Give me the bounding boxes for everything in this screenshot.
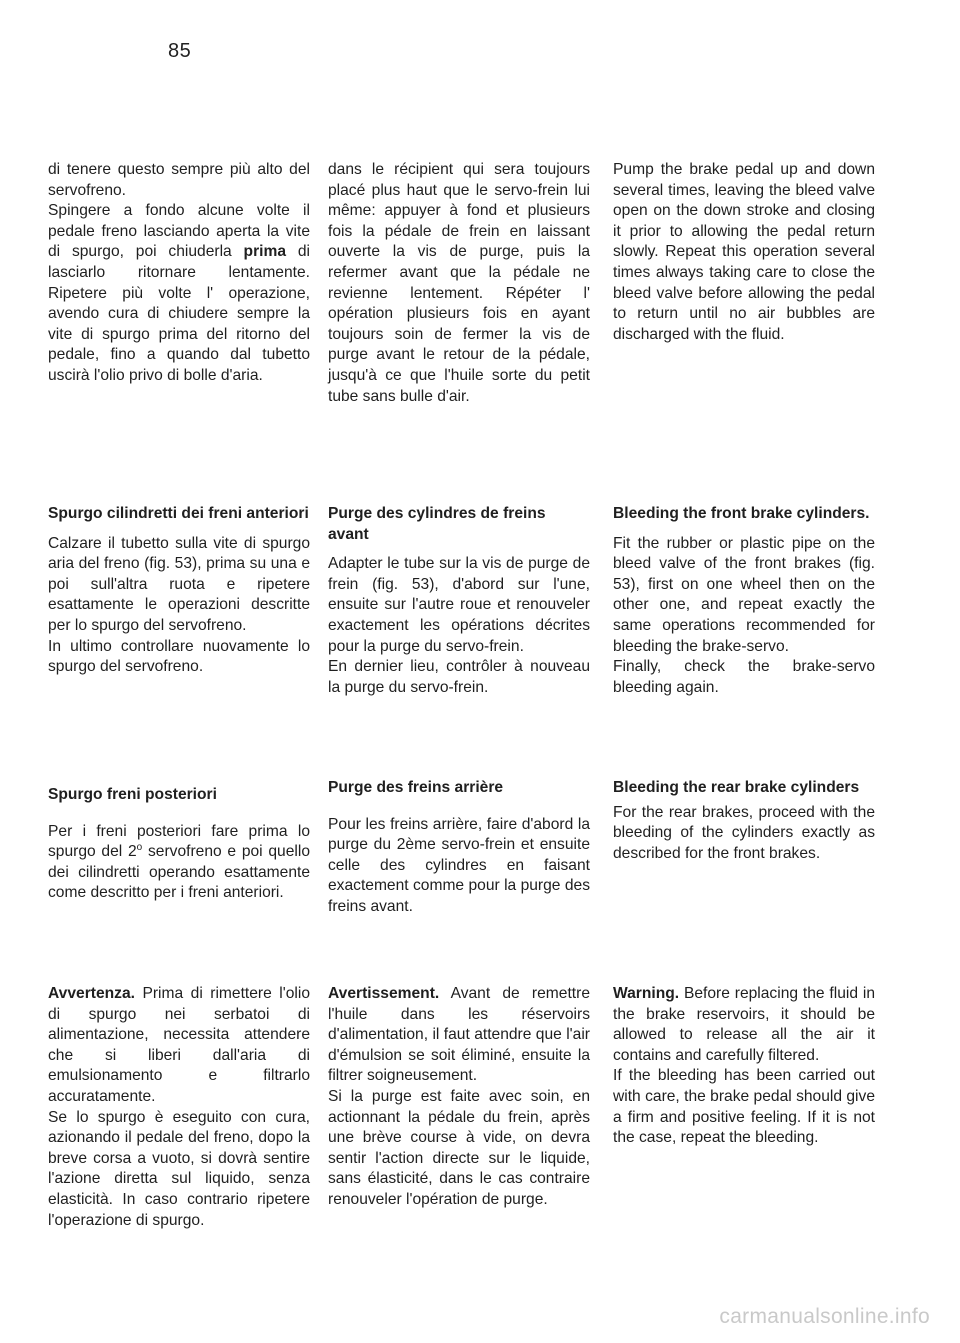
italian-intro-block [48,160,310,387]
french-rear-heading: Purge des freins arrière [328,779,504,796]
english-front-section [613,504,875,698]
english-rear-heading: Bleeding the rear brake cylinders [613,779,860,796]
italian-rear-heading: Spurgo freni posteriori [48,786,217,803]
italian-rear-text: Per i freni posteriori fare prima lo spurgo del 2$^o$ servofreno e poi quello dei cilindretti operando esattamente come descritto per i freni anteriori. [48,822,311,902]
italian-warning-section [48,984,310,1231]
french-warning-text: Avertissement. Avant de remettre l'huile dans les réservoirs d'alimentation, il faut attendre que l'air d'émulsion se soit éliminé, ensuite la filtrer soigneusement. [328,985,590,1085]
french-rear-text: Pour les freins arrière, faire d'abord la purge du 2ème servo-frein et ensuite celle des cylindres en faisant exactement comme pour la purge des freins avant. [328,815,590,915]
french-front-section [328,504,590,698]
french-front-text-2: En dernier lieu, contrôler à nouveau la purge du servo-frein. [328,658,590,696]
english-front-heading: Bleeding the front brake cylinders. [613,505,870,522]
italian-front-text: Calzare il tubetto sulla vite di spurgo aria del freno (fig. 53), prima su una e poi sull'altra ruota e ripetere esattamente le operazioni descritte per lo spurgo del servofreno. [48,534,310,634]
italian-front-section [48,504,310,678]
watermark: carmanualsonline.info [719,1305,930,1328]
french-front-heading: Purge des cylindres de freins avant [328,505,546,543]
english-front-text: Fit the rubber or plastic pipe on the bleed valve of the front brakes (fig. 53), first on one wheel then on the other one, and repeat exactly the same operations recommended for bleeding the brake-servo. [613,534,875,655]
italian-rear-section [48,785,310,904]
english-warning-text: Warning. Before replacing the fluid in the brake reservoirs, it should be allowed to release all the air it contains and carefully filtered. [613,985,875,1064]
english-rear-text: For the rear brakes, proceed with the bleeding of the cylinders exactly as described for the front brakes. [613,803,875,862]
french-intro: dans le récipient qui sera toujours placé plus haut que le servo-frein lui même: appuyer à fond et plusieurs fois la pédale de frein en laissant ouverte la vis de purge, puis la refermer avant que la pédale ne revienne lentement. Répéter l' opération plusieurs fois en ayant toujours soin de fermer la vis de purge avant le retour de la pédale, jusqu'à ce que l'huile sorte du petit tube sans bulle d'air. [328,161,590,405]
english-intro: Pump the brake pedal up and down several times, leaving the bleed valve open on the down stroke and closing it prior to allowing the pedal return slowly. Repeat this operation several times always taking care to close the bleed valve before allowing the pedal to return until no air bubbles are discharged with the fluid. [613,161,875,343]
french-rear-section [328,778,590,918]
italian-front-heading: Spurgo cilindretti dei freni anteriori [48,505,309,522]
english-warning-text-2: If the bleeding has been carried out with care, the brake pedal should give a firm and positive feeling. If it is not the case, repeat the bleeding. [613,1067,875,1147]
page-number: 85 [168,40,192,62]
italian-warning-text-2: Se lo spurgo è eseguito con cura, azionando il pedale del freno, dopo la breve corsa a vuoto, si dovrà sentire l'azione diretta sul liquido, senza elasticità. In caso contrario ripetere l'operazione di spurgo. [48,1108,310,1229]
italian-front-text-2: In ultimo controllare nuovamente lo spurgo del servofreno. [48,637,310,676]
english-intro-block [613,160,875,345]
italian-procedure: Spingere a fondo alcune volte il pedale freno lasciando aperta la vite di spurgo, poi chiuderla prima di lasciarlo ritornare lentamente. Ripetere più volte l' operazione, avendo cura di chiudere sempre la vite di spurgo prima del ritorno del pedale, fino a quando dal tubetto uscirà l'olio privo di bolle d'aria. [48,202,310,384]
italian-warning-text: Avvertenza. Prima di rimettere l'olio di spurgo nei serbatoi di alimentazione, necessita attendere che si liberi dall'aria di emulsionamento e filtrarlo accuratamente. [48,985,310,1105]
english-warning-section [613,984,875,1149]
french-front-text: Adapter le tube sur la vis de purge de frein (fig. 53), d'abord sur l'une, ensuite sur l'autre roue et renouveler exactement les opérations décrites pour la purge du servo-frein. [328,555,590,655]
french-warning-text-2: Si la purge est faite avec soin, en actionnant la pédale du frein, après une brève course à vide, on devra sentir l'action directe sur le liquide, sans élasticité, dans le cas contraire renouveler l'opération de purge. [328,1087,590,1208]
english-rear-section [613,778,875,864]
english-front-text-2: Finally, check the brake-servo bleeding again. [613,658,875,696]
french-warning-section [328,984,590,1211]
italian-intro: di tenere questo sempre più alto del servofreno. [48,161,310,199]
french-intro-block [328,160,590,407]
